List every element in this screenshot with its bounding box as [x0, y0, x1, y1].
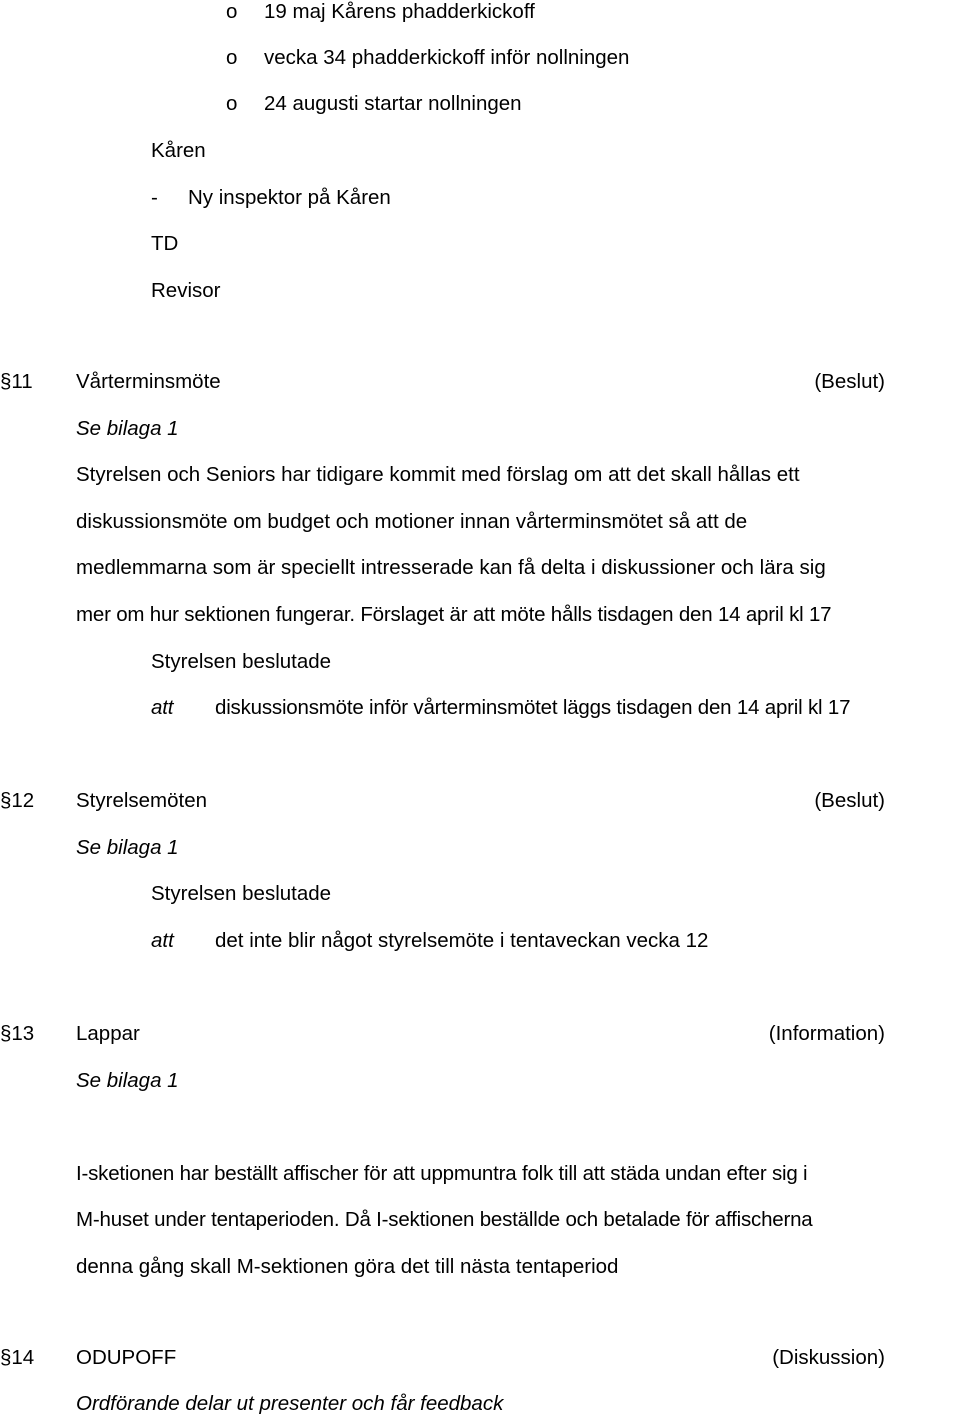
decision-line [0, 694, 960, 722]
body-line [0, 601, 960, 629]
att-label: att [151, 929, 174, 952]
bullet-text: 24 augusti startar nollningen [264, 92, 522, 115]
section-header-11 [0, 368, 960, 396]
body-line [0, 508, 960, 536]
section-type: (Information) [768, 1022, 885, 1045]
bullet-text: 19 maj Kårens phadderkickoff [264, 0, 535, 23]
body-line [0, 461, 960, 489]
bullet-item [0, 90, 960, 118]
body-text: medlemmarna som är speciellt intresserade kan få delta i diskussioner och lära sig [76, 556, 826, 579]
decision-text: det inte blir något styrelsemöte i tentaveckan vecka 12 [215, 929, 709, 952]
body-line [0, 1160, 960, 1188]
body-text: denna gång skall M-sektionen göra det till nästa tentaperiod [76, 1255, 619, 1278]
att-label: att [151, 696, 174, 719]
decision-intro-line [0, 880, 960, 908]
body-text: diskussionsmöte om budget och motioner innan vårterminsmötet så att de [76, 510, 748, 533]
karen-item-text: Ny inspektor på Kåren [188, 186, 391, 209]
section-header-12 [0, 787, 960, 815]
bullet-marker: o [226, 92, 238, 115]
attachment-text: Se bilaga 1 [76, 1069, 179, 1092]
decision-line [0, 927, 960, 955]
section-type: (Beslut) [814, 789, 885, 812]
attachment-text: Se bilaga 1 [76, 836, 179, 859]
td-heading: TD [151, 232, 179, 255]
section-note-line [0, 1390, 960, 1418]
section-header-14 [0, 1344, 960, 1372]
section-type: (Beslut) [814, 370, 885, 393]
body-text: mer om hur sektionen fungerar. Förslaget är att möte hålls tisdagen den 14 april kl 17 [76, 603, 832, 626]
karen-item [0, 184, 960, 212]
section-header-13 [0, 1020, 960, 1048]
section-number: §12 [0, 789, 35, 812]
decision-intro: Styrelsen beslutade [151, 882, 332, 905]
body-text: Styrelsen och Seniors har tidigare kommit med förslag om att det skall hållas ett [76, 463, 800, 486]
bullet-text: vecka 34 phadderkickoff inför nollningen [264, 46, 630, 69]
td-heading-line [0, 230, 960, 258]
karen-heading: Kåren [151, 139, 206, 162]
attachment-ref [0, 415, 960, 443]
bullet-item [0, 44, 960, 72]
decision-intro-line [0, 648, 960, 676]
section-number: §14 [0, 1346, 35, 1369]
revisor-heading-line [0, 277, 960, 305]
section-title: Lappar [76, 1022, 140, 1045]
bullet-marker: o [226, 46, 238, 69]
attachment-ref [0, 834, 960, 862]
section-title: Vårterminsmöte [76, 370, 221, 393]
dash-marker: - [151, 186, 158, 209]
bullet-marker: o [226, 0, 238, 23]
revisor-heading: Revisor [151, 279, 221, 302]
section-note: Ordförande delar ut presenter och får feedback [76, 1392, 504, 1415]
attachment-text: Se bilaga 1 [76, 417, 179, 440]
attachment-ref [0, 1067, 960, 1095]
section-number: §11 [0, 370, 33, 393]
decision-intro: Styrelsen beslutade [151, 650, 332, 673]
body-text: I-sketionen har beställt affischer för att uppmuntra folk till att städa undan efter sig i [76, 1162, 808, 1185]
body-line [0, 1253, 960, 1281]
body-line [0, 554, 960, 582]
section-title: ODUPOFF [76, 1346, 177, 1369]
section-type: (Diskussion) [772, 1346, 885, 1369]
body-line [0, 1206, 960, 1234]
decision-text: diskussionsmöte inför vårterminsmötet läggs tisdagen den 14 april kl 17 [215, 696, 851, 719]
body-text: M-huset under tentaperioden. Då I-sektionen beställde och betalade för affischerna [76, 1208, 813, 1231]
bullet-item [0, 0, 960, 26]
karen-heading-line [0, 137, 960, 165]
section-number: §13 [0, 1022, 35, 1045]
section-title: Styrelsemöten [76, 789, 208, 812]
